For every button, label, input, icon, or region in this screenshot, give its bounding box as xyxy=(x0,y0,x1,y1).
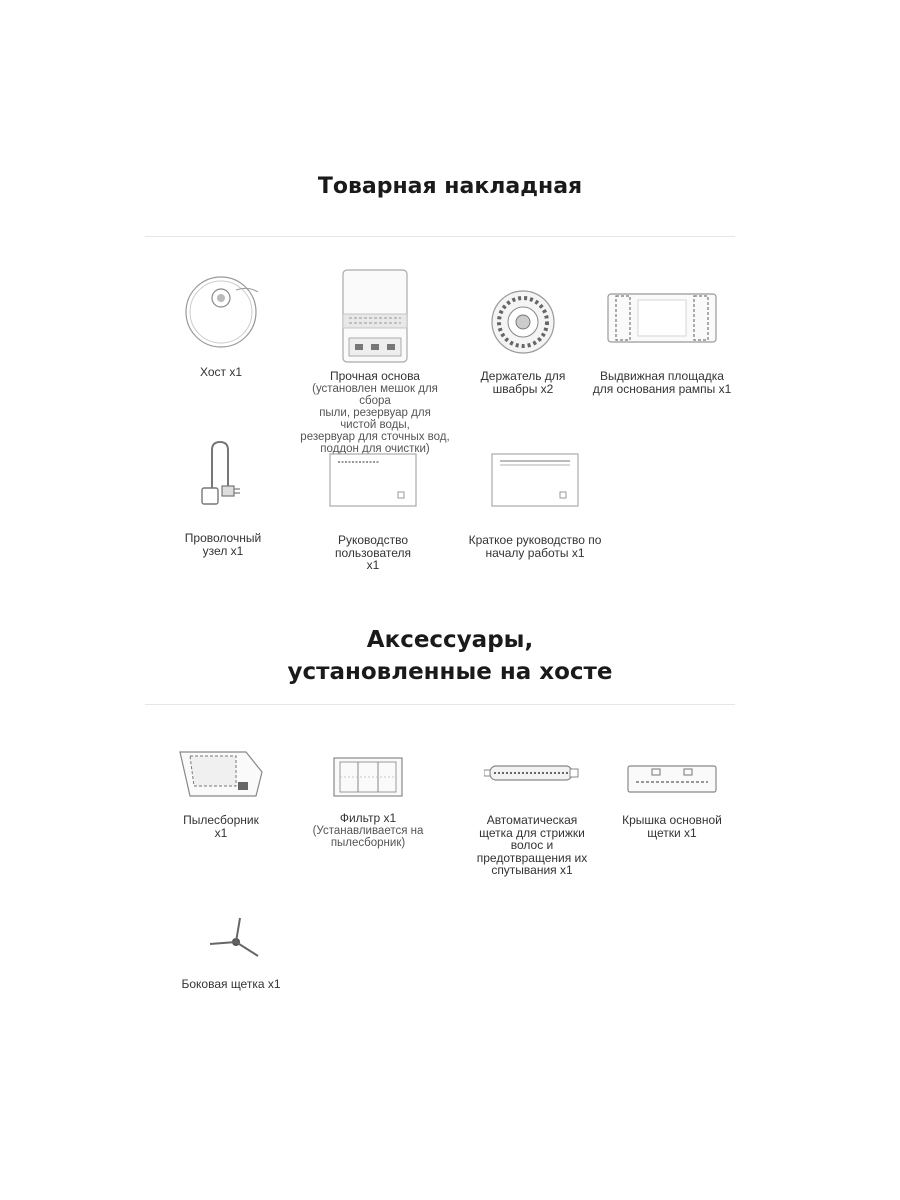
ramp-platform-icon xyxy=(604,290,720,346)
item-label: Проволочный узел x1 xyxy=(184,531,262,558)
item-side-brush xyxy=(156,914,306,991)
brush-cover-icon xyxy=(624,762,720,796)
item-label: Фильтр x1 xyxy=(339,811,397,825)
item-power-cord xyxy=(148,438,298,557)
main-brush-icon xyxy=(484,758,580,788)
item-label: Хост x1 xyxy=(199,365,243,379)
base-station-icon xyxy=(335,266,415,366)
robot-vacuum-icon xyxy=(176,272,266,352)
mop-holder-icon xyxy=(488,286,558,358)
user-manual-icon xyxy=(328,452,418,508)
item-dustbin xyxy=(146,746,296,839)
section-title-package-contents: Товарная накладная xyxy=(317,174,583,199)
item-label: Краткое руководство по началу работы x1 xyxy=(468,533,602,560)
item-mop-holder xyxy=(448,286,598,395)
item-brush-cover xyxy=(596,762,748,839)
item-label: Крышка основной щетки x1 xyxy=(622,813,722,840)
item-label: Боковая щетка x1 xyxy=(181,977,281,991)
filter-icon xyxy=(332,756,404,798)
item-label: Пылесборник x1 xyxy=(183,813,259,840)
item-sublabel: (установлен мешок для сбора пыли, резервуар для чистой воды, резервуар для сточных вод, поддон для очистки) xyxy=(300,382,450,455)
item-label: Выдвижная площадка для основания рампы x1 xyxy=(592,369,732,396)
divider xyxy=(145,236,735,237)
item-quick-guide xyxy=(450,452,620,559)
item-host xyxy=(146,272,296,379)
quick-guide-icon xyxy=(490,452,580,508)
side-brush-icon xyxy=(196,914,266,966)
item-user-manual xyxy=(298,452,448,572)
item-main-brush xyxy=(456,758,608,877)
item-label: Держатель для швабры x2 xyxy=(480,369,566,396)
item-sublabel: (Устанавливается на пылесборник) xyxy=(312,824,424,849)
item-label: Прочная основа xyxy=(330,369,420,383)
item-label: Автоматическая щетка для стрижки волос и предотвращения их спутывания x1 xyxy=(476,813,588,877)
divider xyxy=(145,704,735,705)
power-cord-icon xyxy=(188,438,258,508)
dustbin-icon xyxy=(176,746,266,802)
item-label: Руководство пользователя x1 xyxy=(335,533,411,572)
item-filter xyxy=(293,756,443,849)
item-base-station xyxy=(300,266,450,455)
section-title-installed-accessories: Аксессуары, установленные на хосте xyxy=(287,627,613,685)
item-ramp-platform xyxy=(586,290,738,395)
